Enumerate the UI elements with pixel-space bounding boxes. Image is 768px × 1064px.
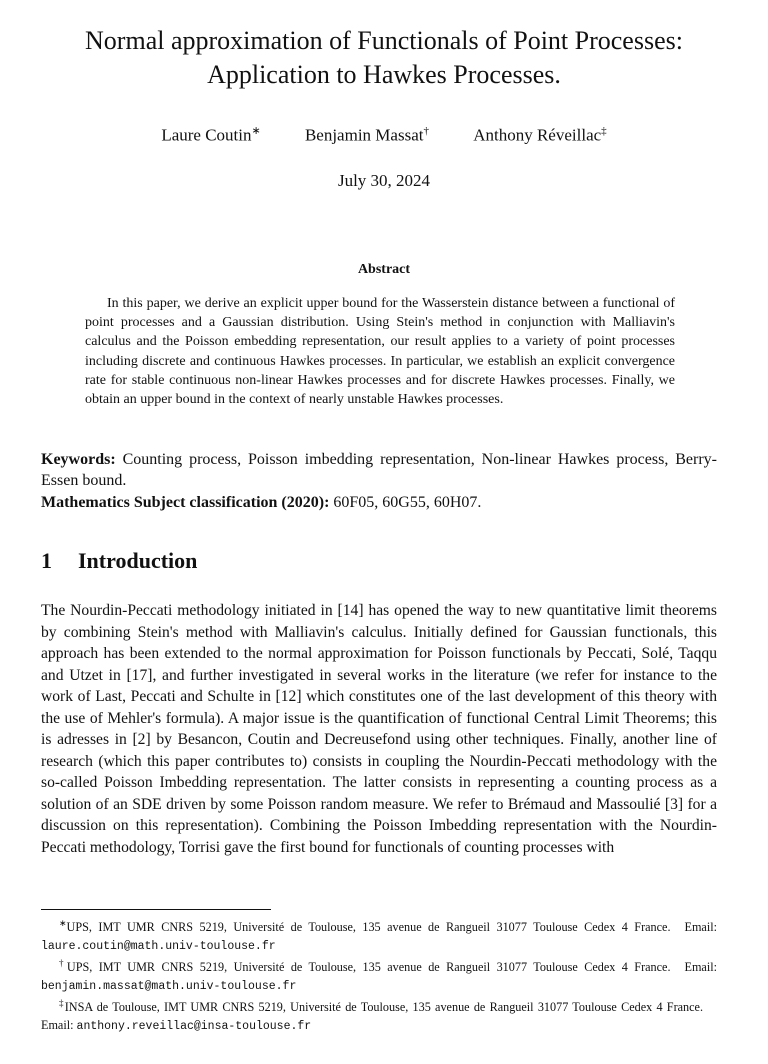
section-number: 1 xyxy=(41,548,52,573)
footnote-mark: ∗ xyxy=(59,918,67,928)
footnote-mark: † xyxy=(59,958,67,969)
email-link[interactable]: benjamin.massat@math.univ-toulouse.fr xyxy=(41,979,297,993)
footnotes xyxy=(41,915,717,1035)
title-line-1: Normal approximation of Functionals of Point Processes: xyxy=(85,26,683,55)
paper-date: July 30, 2024 xyxy=(337,171,431,190)
keywords xyxy=(41,449,717,491)
title-line-2: Application to Hawkes Processes. xyxy=(207,60,561,89)
footnote-text: INSA de Toulouse, IMT UMR CNRS 5219, Université de Toulouse, 135 avenue de Rangueil 31077 Toulouse Cedex 4 France. xyxy=(64,1000,703,1015)
msc-text: 60F05, 60G55, 60H07. xyxy=(333,494,482,511)
author-mark: ‡ xyxy=(601,125,607,137)
author-name: Benjamin Massat xyxy=(304,125,424,145)
keywords-label: Keywords: xyxy=(41,451,116,468)
author-name: Laure Coutin xyxy=(161,125,252,145)
intro-paragraph: The Nourdin-Peccati methodology initiated in [14] has opened the way to new quantitative limit theorems by combining Stein's method with Malliavin's calculus. Initially defined for Gaussian functionals, this approach has been extended to the normal approximation for Poisson functionals by Peccati, Solé, Taqqu and Utzet in [17], and further investigated in several works in the literature (we refer for instance to the work of Last, Peccati and Schulte in [12] which constitutes one of the last development of this theory with the use of Mehler's formula). A major issue is the quantification of functional Central Limit Theorems; this is adresses in [2] by Besancon, Coutin and Decreusefond using other techniques. Finally, another line of research (which this paper contributes to) consists in coupling the Nourdin-Peccati methodology with the so-called Poisson Imbedding representation. The latter consists in representing a counting process as a solution of an SDE driven by some Poisson random measure. We refer to Brémaud and Massoulié [3] for a discussion on this representation). Combining the Poisson Imbedding representation with the Nourdin-Peccati methodology, Torrisi gave the first bound for functionals of counting processes with xyxy=(41,602,717,856)
email-link[interactable]: anthony.reveillac@insa-toulouse.fr xyxy=(76,1019,312,1033)
author-2 xyxy=(305,125,429,146)
author-3 xyxy=(473,125,606,146)
footnote-mark: ‡ xyxy=(59,998,65,1009)
msc-classification xyxy=(41,492,717,513)
email-link[interactable]: laure.coutin@math.univ-toulouse.fr xyxy=(41,939,276,953)
footnote-text: UPS, IMT UMR CNRS 5219, Université de Toulouse, 135 avenue de Rangueil 31077 Toulouse Cedex 4 France. xyxy=(66,920,671,935)
footnote-rule xyxy=(41,909,271,910)
email-label: Email: xyxy=(41,1017,74,1032)
abstract-text: In this paper, we derive an explicit upper bound for the Wasserstein distance between a functional of point processes and a Gaussian distribution. Using Stein's method in conjunction with Malliavin's calculus and the Poisson embedding representation, our result applies to a variety of point processes including discrete and continuous Hawkes processes. In particular, we establish an explicit convergence rate for stable continuous non-linear Hawkes processes and for discrete Hawkes processes. Finally, we obtain an upper bound in the context of nearly unstable Hawkes processes. xyxy=(85,296,675,408)
abstract-heading: Abstract xyxy=(357,262,411,277)
paper-title xyxy=(0,24,768,92)
footnote-3 xyxy=(41,995,717,1035)
author-name: Anthony Réveillac xyxy=(473,125,602,145)
footnote-1 xyxy=(41,915,717,955)
footnote-text: UPS, IMT UMR CNRS 5219, Université de Toulouse, 135 avenue de Rangueil 31077 Toulouse Cedex 4 France. xyxy=(66,960,671,975)
author-list xyxy=(0,124,768,146)
author-mark: ∗ xyxy=(251,125,261,137)
author-1 xyxy=(161,124,260,146)
section-heading xyxy=(41,548,197,574)
msc-label: Mathematics Subject classification (2020): xyxy=(41,494,330,511)
email-label: Email: xyxy=(684,920,717,935)
section-title: Introduction xyxy=(78,548,198,573)
email-label: Email: xyxy=(684,960,717,975)
keywords-text: Counting process, Poisson imbedding representation, Non-linear Hawkes process, Berry-Essen bound. xyxy=(41,451,718,489)
footnote-2 xyxy=(41,955,717,995)
author-mark: † xyxy=(423,125,429,137)
